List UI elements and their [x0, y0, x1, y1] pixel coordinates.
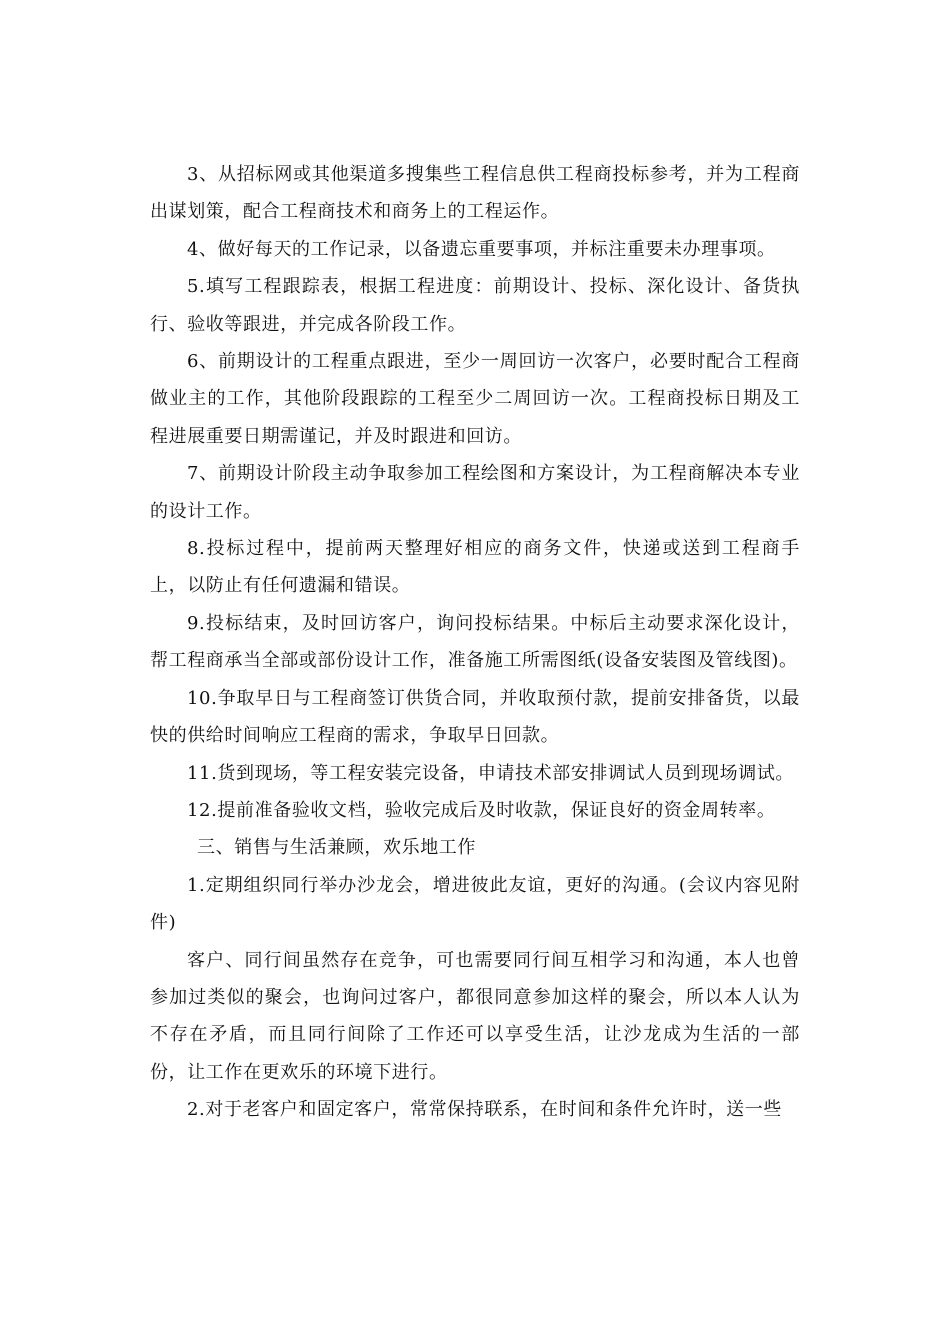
document-body [150, 156, 800, 1129]
paragraph-item-12: 12.提前准备验收文档，验收完成后及时收款，保证良好的资金周转率。 [187, 799, 776, 821]
paragraph-item-3: 3、从招标网或其他渠道多搜集些工程信息供工程商投标参考，并为工程商出谋划策，配合工程商技术和商务上的工程运作。 [150, 164, 800, 223]
paragraph-item-2: 2.对于老客户和固定客户，常常保持联系，在时间和条件允许时，送一些 [187, 1099, 782, 1121]
paragraph-item-1: 1.定期组织同行举办沙龙会，增进彼此友谊，更好的沟通。(会议内容见附件) [150, 874, 800, 934]
paragraph-item-5: 5.填写工程跟踪表，根据工程进度：前期设计、投标、深化设计、备货执行、验收等跟进，并完成各阶段工作。 [150, 276, 800, 335]
section-heading-3: 三、销售与生活兼顾，欢乐地工作 [197, 837, 476, 859]
paragraph-item-9: 9.投标结束，及时回访客户，询问投标结果。中标后主动要求深化设计，帮工程商承当全部或部份设计工作，准备施工所需图纸(设备安装图及管线图)。 [150, 612, 800, 672]
paragraph-item-4: 4、做好每天的工作记录，以备遗忘重要事项，并标注重要未办理事项。 [187, 238, 776, 260]
paragraph-item-10: 10.争取早日与工程商签订供货合同，并收取预付款，提前安排备货，以最快的供给时间响应工程商的需求，争取早日回款。 [150, 687, 800, 747]
paragraph-item-7: 7、前期设计阶段主动争取参加工程绘图和方案设计，为工程商解决本专业的设计工作。 [150, 463, 800, 522]
paragraph-item-6: 6、前期设计的工程重点跟进，至少一周回访一次客户，必要时配合工程商做业主的工作，其他阶段跟踪的工程至少二周回访一次。工程商投标日期及工程进展重要日期需谨记，并及时跟进和回访。 [150, 351, 800, 447]
paragraph-item-8: 8.投标过程中，提前两天整理好相应的商务文件，快递或送到工程商手上，以防止有任何遗漏和错误。 [150, 538, 800, 597]
paragraph-body: 客户、同行间虽然存在竞争，可也需要同行间互相学习和沟通，本人也曾参加过类似的聚会，也询问过客户，都很同意参加这样的聚会，所以本人认为不存在矛盾，而且同行间除了工作还可以享受生活，让沙龙成为生活的一部份，让工作在更欢乐的环境下进行。 [150, 949, 800, 1083]
paragraph-item-11: 11.货到现场，等工程安装完设备，申请技术部安排调试人员到现场调试。 [187, 762, 795, 784]
